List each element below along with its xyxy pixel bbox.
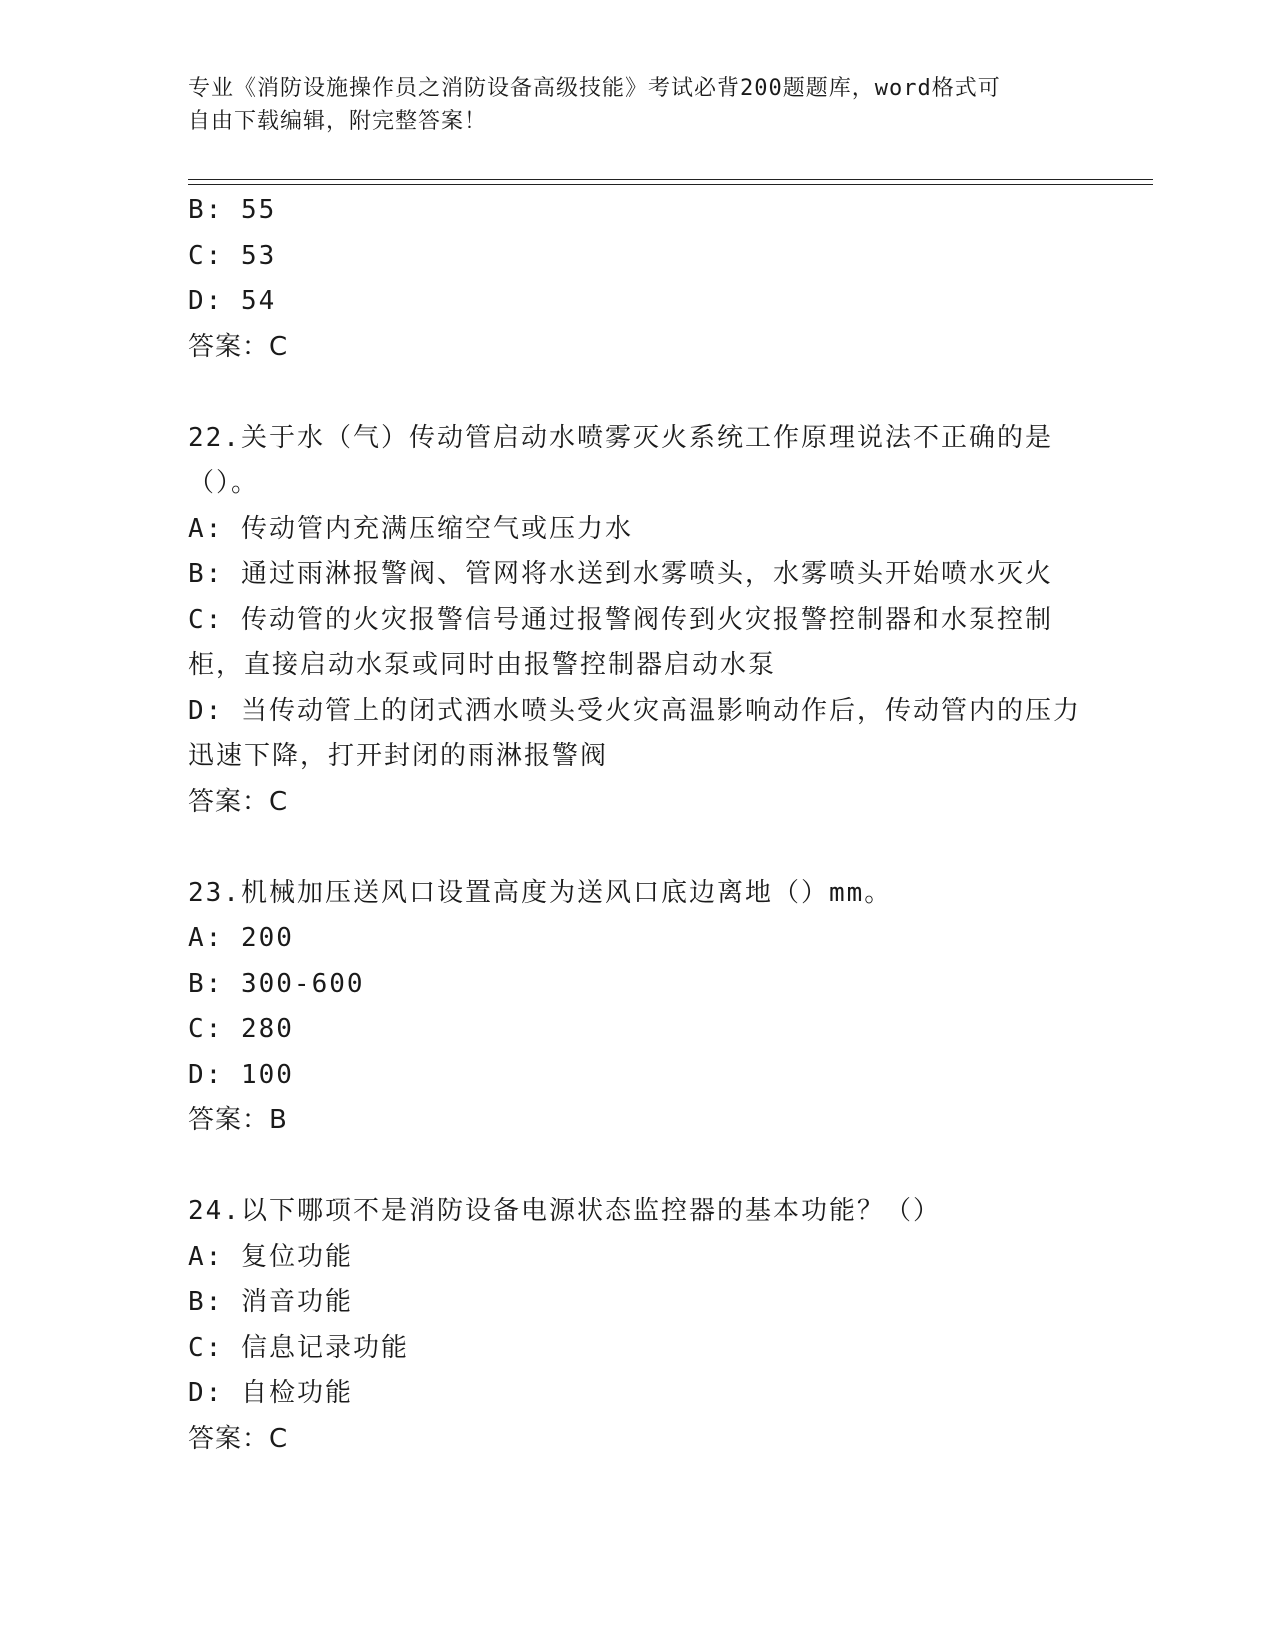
option-b: B: 55 xyxy=(188,195,277,225)
option-c: C: 280 xyxy=(188,1014,294,1044)
option-c: C: 53 xyxy=(188,240,277,271)
answer-line: 答案：B xyxy=(188,1105,288,1135)
question-22 xyxy=(188,416,1088,826)
option-a: A: 复位功能 xyxy=(188,1241,353,1272)
option-b: B: 300-600 xyxy=(188,968,365,999)
header-line-1: 专业《消防设施操作员之消防设备高级技能》考试必背200题题库，word格式可 xyxy=(188,76,1001,101)
option-b: B: 通过雨淋报警阀、管网将水送到水雾喷头，水雾喷头开始喷水灭火 xyxy=(188,559,1053,589)
question-stem: 23.机械加压送风口设置高度为送风口底边离地（）mm。 xyxy=(188,877,893,908)
question-24 xyxy=(188,1189,1088,1462)
header-line-2: 自由下载编辑，附完整答案！ xyxy=(188,109,488,134)
question-list xyxy=(188,188,1088,1462)
question-21-continued xyxy=(188,188,1088,370)
option-a: A: 200 xyxy=(188,923,294,953)
question-stem: 22.关于水（气）传动管启动水喷雾灭火系统工作原理说法不正确的是（）。 xyxy=(188,422,1053,498)
option-c: C: 信息记录功能 xyxy=(188,1332,409,1363)
option-d: D: 100 xyxy=(188,1059,294,1090)
header-divider-top xyxy=(188,179,1153,180)
option-d: D: 54 xyxy=(188,286,277,316)
answer-line: 答案：C xyxy=(188,786,289,817)
answer-line: 答案：C xyxy=(188,331,289,362)
option-d: D: 当传动管上的闭式洒水喷头受火灾高温影响动作后，传动管内的压力迅速下降，打开封闭的雨淋报警阀 xyxy=(188,695,1081,771)
option-a: A: 传动管内充满压缩空气或压力水 xyxy=(188,513,633,544)
document-header xyxy=(188,72,1068,138)
answer-line: 答案：C xyxy=(188,1423,289,1454)
question-23 xyxy=(188,871,1088,1144)
option-c: C: 传动管的火灾报警信号通过报警阀传到火灾报警控制器和水泵控制柜，直接启动水泵或同时由报警控制器启动水泵 xyxy=(188,604,1053,680)
question-stem: 24.以下哪项不是消防设备电源状态监控器的基本功能？（） xyxy=(188,1196,941,1226)
header-divider-bottom xyxy=(188,184,1153,185)
option-d: D: 自检功能 xyxy=(188,1378,353,1408)
option-b: B: 消音功能 xyxy=(188,1287,353,1317)
